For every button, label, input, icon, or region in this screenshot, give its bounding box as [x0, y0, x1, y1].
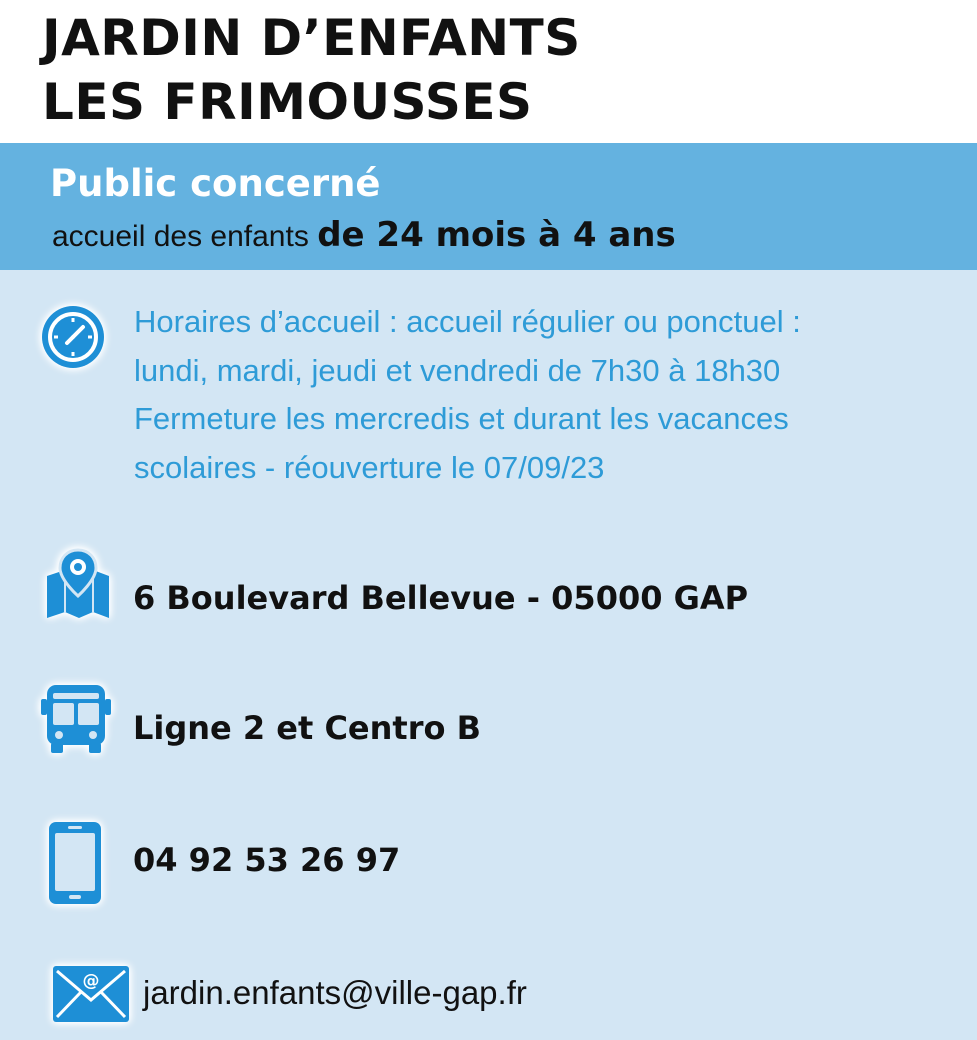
public-description	[52, 212, 676, 260]
bus-icon	[41, 683, 111, 755]
header	[0, 0, 977, 143]
title-line-1: JARDIN D’ENFANTS	[42, 9, 581, 67]
page-title	[42, 6, 581, 134]
hours-line-3: Fermeture les mercredis et durant les vacances	[134, 401, 789, 436]
email-icon	[52, 964, 130, 1024]
map-pin-icon	[43, 548, 113, 620]
public-prefix: accueil des enfants	[52, 220, 309, 253]
clock-icon	[40, 304, 106, 370]
phone-number: 04 92 53 26 97	[133, 841, 401, 879]
bus-lines: Ligne 2 et Centro B	[133, 709, 481, 747]
svg-text:@: @	[82, 971, 100, 991]
hours-line-1: Horaires d’accueil : accueil régulier ou ponctuel :	[134, 304, 801, 339]
opening-hours	[134, 298, 801, 492]
title-line-2: LES FRIMOUSSES	[42, 73, 533, 131]
hours-line-2: lundi, mardi, jeudi et vendredi de 7h30 à 18h30	[134, 352, 781, 388]
email-link[interactable]: jardin.enfants@ville-gap.fr	[143, 974, 527, 1011]
age-range: de 24 mois à 4 ans	[317, 215, 676, 255]
hours-line-4: scolaires - réouverture le 07/09/23	[134, 449, 605, 485]
address: 6 Boulevard Bellevue - 05000 GAP	[133, 579, 749, 617]
smartphone-icon	[47, 820, 103, 906]
public-heading: Public concerné	[50, 162, 381, 205]
